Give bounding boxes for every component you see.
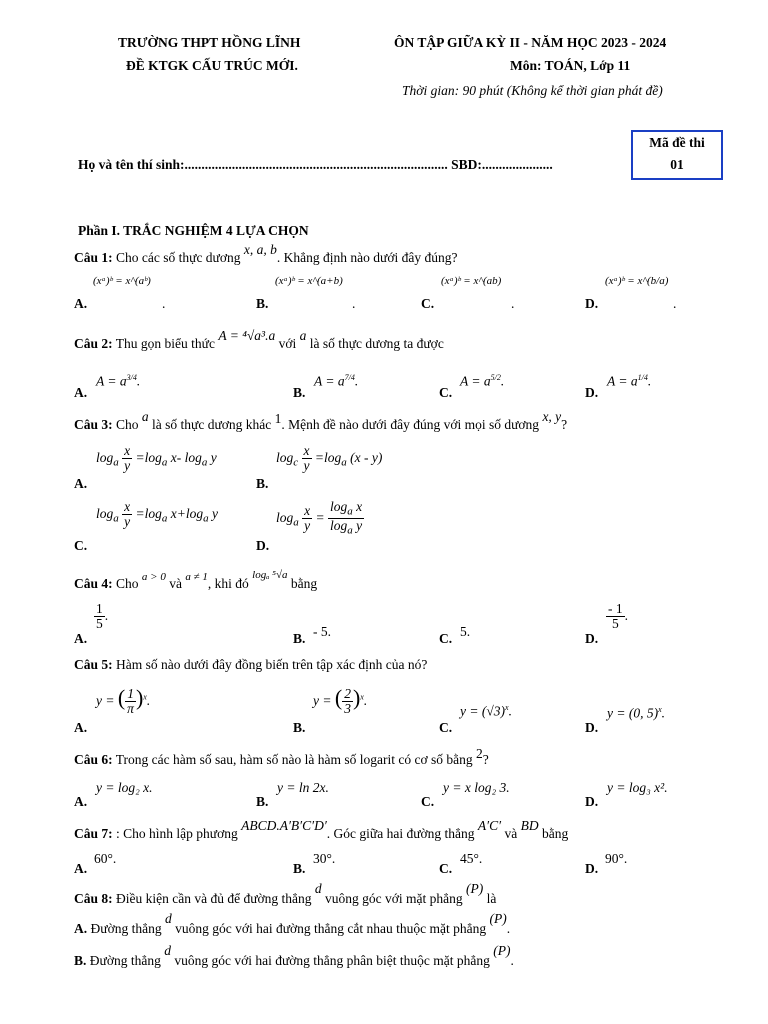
q1-option-b-dot: . [352,296,356,311]
q2-option-d[interactable]: $A = a^{1/4}$. [607,373,652,389]
q1-option-a[interactable]: (xᵃ)ᵇ = x^(aᵇ) [93,275,151,287]
q4-option-c-letter: C. [439,631,453,646]
q7-option-b[interactable]: 30°. [313,851,336,866]
q8-option-b[interactable]: B. Đường thẳng d vuông góc với hai đường thẳng phân biệt thuộc mặt phẳng (P). [74,943,514,968]
q5-option-b[interactable]: y = ( $\frac{2}{3}$ )$^x$. [313,685,368,717]
q5-option-d[interactable]: y = (0, 5)$^x$. [607,705,666,721]
student-info-line: Họ và tên thí sinh:.............................................................................. SBD:..................... [78,157,553,172]
q1-option-b[interactable]: (xᵃ)ᵇ = x^(a+b) [275,275,343,287]
exam-type: ĐỀ KTGK CẤU TRÚC MỚI. [126,58,298,73]
question-8: Câu 8: Điều kiện cần và đủ để đường thẳng d vuông góc với mặt phẳng (P) là [74,881,497,906]
exam-time: Thời gian: 90 phút (Không kể thời gian phát đề) [402,83,663,98]
question-7: Câu 7: : Cho hình lập phương ABCD.A′B′C′D′. Góc giữa hai đường thẳng A′C′ và BD bằng [74,818,569,841]
q2-option-a-letter: A. [74,385,88,400]
exam-code-box [631,130,723,180]
q6-option-c[interactable]: y = x log₂ 3. [443,780,510,795]
q2-option-b[interactable]: $A = a^{7/4}$. [314,373,359,389]
q6-option-d[interactable]: y = log₃ x². [607,780,668,795]
question-3: Câu 3: Cho a là số thực dương khác 1. Mệnh đề nào dưới đây đúng với mọi số dương x, y? [74,409,568,432]
q5-option-b-letter: B. [293,720,306,735]
q7-option-d[interactable]: 90°. [605,851,628,866]
q5-option-c[interactable]: $y = (√3)^x$. [460,703,512,719]
q3-option-c[interactable]: $\log_a$ $\frac{x}{y}$ $=\log_a$ $x+\log_a$ y [96,499,219,530]
q2-option-d-letter: D. [585,385,599,400]
exam-code-label: Mã đề thi [649,135,705,150]
q1-option-c[interactable]: (xᵃ)ᵇ = x^(ab) [441,275,502,287]
q2-option-a[interactable]: $A = a^{3/4}$. [96,373,141,389]
school-name: TRƯỜNG THPT HỒNG LĨNH [118,35,301,50]
q2-option-c[interactable]: $A = a^{5/2}$. [460,373,505,389]
q3-option-d[interactable]: $\log_a$ $\frac{x}{y}$ = $\frac{\log_a x}{\log_a y}$ [276,499,363,537]
q7-option-c-letter: C. [439,861,453,876]
q6-option-b-letter: B. [256,794,269,809]
q6-option-b[interactable]: y = ln 2x. [277,780,329,795]
q6-option-c-letter: C. [421,794,435,809]
q6-option-a[interactable]: y = log₂ x. [96,780,153,795]
q4-option-a[interactable]: $\frac{1}{5}$ . [96,601,109,632]
question-6: Câu 6: Trong các hàm số sau, hàm số nào là hàm số logarit có cơ số bằng 2? [74,746,489,767]
q3-option-a[interactable]: $\log_a$ $\frac{x}{y}$ $=\log_a$ x- $\log_a y$ [96,443,217,474]
q3-option-c-letter: C. [74,538,88,553]
q1-option-a-dot: . [162,296,166,311]
question-5: Câu 5: Hàm số nào dưới đây đồng biến trên tập xác định của nó? [74,657,428,672]
section-title: Phần I. TRẮC NGHIỆM 4 LỰA CHỌN [78,223,309,238]
q1-option-b-letter: B. [256,296,269,311]
q7-option-a[interactable]: 60°. [94,851,117,866]
q4-option-c[interactable]: 5. [460,624,471,639]
q3-option-d-letter: D. [256,538,270,553]
q6-option-d-letter: D. [585,794,599,809]
q1-option-d[interactable]: (xᵃ)ᵇ = x^(b/a) [605,275,669,287]
q5-option-a[interactable]: y = ( $\frac{1}{\pi}$ )$^x$. [96,685,151,717]
q8-option-a[interactable]: A. Đường thẳng d vuông góc với hai đường thẳng cắt nhau thuộc mặt phẳng (P). [74,911,511,936]
q3-option-b-letter: B. [256,476,269,491]
q5-option-c-letter: C. [439,720,453,735]
q3-option-b[interactable]: $\log_c$ $\frac{x}{y}$ $=\log_a$ (x - y) [276,443,383,474]
exam-title: ÔN TẬP GIỮA KỲ II - NĂM HỌC 2023 - 2024 [394,35,667,50]
q1-option-d-dot: . [673,296,677,311]
q7-option-c[interactable]: 45°. [460,851,483,866]
q4-option-b-letter: B. [293,631,306,646]
q5-option-a-letter: A. [74,720,88,735]
question-1: Câu 1: Cho các số thực dương x, a, b. Khẳng định nào dưới đây đúng? [74,242,458,265]
q7-option-b-letter: B. [293,861,306,876]
q7-option-a-letter: A. [74,861,88,876]
q4-option-b[interactable]: - 5. [313,624,331,639]
q5-option-d-letter: D. [585,720,599,735]
exam-subject: Môn: TOÁN, Lớp 11 [510,58,631,73]
q6-option-a-letter: A. [74,794,88,809]
q2-option-b-letter: B. [293,385,306,400]
question-4: Câu 4: Cho $^{a > 0}$ và $^{a \ne 1}$, khi đó $^{log_a ^5√a}$ bằng [74,569,318,591]
exam-code-value: 01 [670,157,684,172]
q1-option-d-letter: D. [585,296,599,311]
q3-option-a-letter: A. [74,476,88,491]
q4-option-d[interactable]: $\frac{- 1}{5}$ . [608,601,628,632]
q4-option-a-letter: A. [74,631,88,646]
question-2: Câu 2: Thu gọn biểu thức A = ⁴√a³.a với a là số thực dương ta được [74,328,444,351]
q1-option-c-letter: C. [421,296,435,311]
q1-option-c-dot: . [511,296,515,311]
q4-option-d-letter: D. [585,631,599,646]
q1-option-a-letter: A. [74,296,88,311]
q2-option-c-letter: C. [439,385,453,400]
q7-option-d-letter: D. [585,861,599,876]
